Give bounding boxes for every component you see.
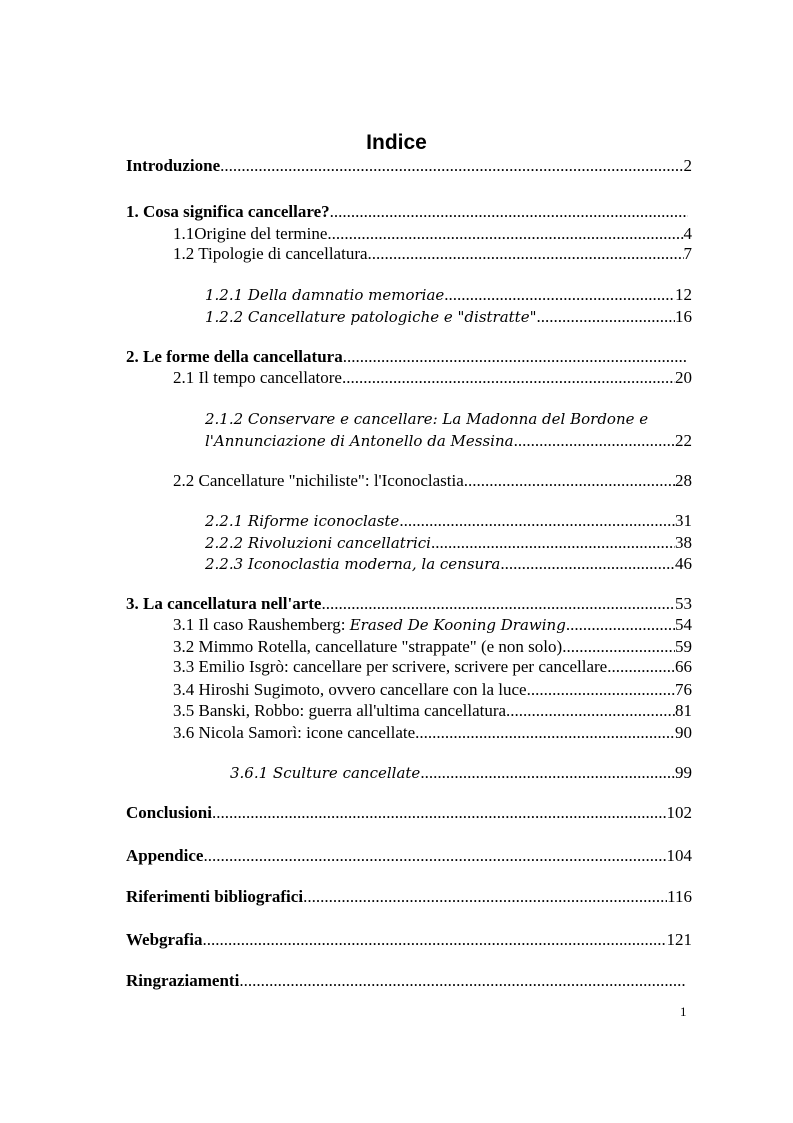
toc-leader — [303, 886, 667, 908]
toc-entry-3-5[interactable] — [173, 700, 692, 722]
toc-label: 2.2.3 Iconoclastia moderna, la censura — [205, 555, 501, 573]
page-number: 1 — [680, 1004, 687, 1019]
toc-entry-section-1[interactable] — [126, 201, 688, 223]
toc-entry-2-1-2[interactable] — [205, 430, 692, 452]
toc-page: 102 — [666, 803, 692, 822]
toc-leader — [343, 346, 688, 368]
toc-entry-2-2[interactable] — [173, 470, 692, 492]
toc-page: 59 — [675, 637, 692, 656]
toc-leader — [368, 243, 684, 265]
toc-page: 2 — [683, 156, 692, 175]
toc-entry-introduzione[interactable] — [126, 155, 692, 177]
toc-entry-2-1[interactable] — [173, 367, 692, 389]
toc-entry-conclusioni[interactable] — [126, 802, 692, 824]
toc-page: 90 — [675, 723, 692, 742]
toc-label: Introduzione — [126, 156, 221, 175]
toc-entry-2-2-3[interactable] — [205, 553, 692, 575]
toc-leader — [500, 553, 675, 575]
toc-entry-riferimenti[interactable] — [126, 886, 692, 908]
toc-label: 3.4 Hiroshi Sugimoto, ovvero cancellare con la luce — [173, 680, 527, 699]
toc-leader — [514, 430, 675, 452]
toc-entry-3-3[interactable] — [173, 656, 692, 678]
toc-page: 99 — [675, 763, 692, 782]
toc-label: l'Annunciazione di Antonello da Messina — [205, 432, 514, 450]
toc-page: 28 — [675, 471, 692, 490]
toc-entry-ringraziamenti[interactable] — [126, 970, 686, 992]
toc-entry-3-2[interactable] — [173, 636, 692, 658]
toc-page: 104 — [666, 846, 692, 865]
toc-leader — [527, 679, 675, 701]
toc-page: 31 — [675, 511, 692, 530]
toc-entry-webgrafia[interactable] — [126, 929, 692, 951]
toc-page: 7 — [683, 244, 692, 263]
toc-leader — [342, 367, 675, 389]
toc-entry-section-3[interactable] — [126, 593, 692, 615]
toc-label: Webgrafia — [126, 930, 203, 949]
toc-label: 1.2.1 Della damnatio memoriae — [205, 286, 445, 304]
toc-label: 2.2.1 Riforme iconoclaste — [205, 512, 400, 530]
toc-page: 22 — [675, 431, 692, 450]
page-title: Indice — [366, 131, 427, 154]
toc-label: 3.6 Nicola Samorì: icone cancellate — [173, 723, 416, 742]
toc-page: 46 — [675, 554, 692, 573]
toc-leader — [464, 470, 675, 492]
toc-entry-3-6-1[interactable] — [230, 762, 692, 784]
toc-label: Conclusioni — [126, 803, 212, 822]
toc-entry-3-1[interactable] — [173, 614, 692, 636]
toc-label: 2. Le forme della cancellatura — [126, 347, 343, 366]
toc-entry-section-2[interactable] — [126, 346, 688, 368]
toc-page: 66 — [675, 657, 692, 676]
toc-label: 3.1 Il caso Raushemberg: — [173, 615, 350, 634]
toc-leader — [431, 532, 675, 554]
toc-leader — [415, 722, 675, 744]
toc-leader — [566, 614, 675, 636]
toc-leader — [399, 510, 675, 532]
toc-leader — [506, 700, 675, 722]
toc-page: 76 — [675, 680, 692, 699]
toc-leader — [220, 155, 683, 177]
toc-leader — [607, 656, 675, 678]
toc-page: 16 — [675, 307, 692, 326]
toc-page: 4 — [683, 224, 692, 243]
toc-label: 1. Cosa significa cancellare? — [126, 202, 330, 221]
toc-leader — [330, 201, 688, 223]
toc-label: 2.1 Il tempo cancellatore — [173, 368, 342, 387]
toc-label: 3.3 Emilio Isgrò: cancellare per scrivere, scrivere per cancellare — [173, 657, 608, 676]
toc-page: 12 — [675, 285, 692, 304]
toc-label: 3.6.1 Sculture cancellate — [230, 764, 421, 782]
toc-label: 1.2.2 Cancellature patologiche e "distratte" — [205, 308, 537, 326]
toc-leader — [239, 970, 686, 992]
toc-page: 81 — [675, 701, 692, 720]
toc-label: 1.2 Tipologie di cancellatura — [173, 244, 368, 263]
toc-entry-1-2-1[interactable] — [205, 284, 692, 306]
toc-leader — [203, 929, 667, 951]
toc-label: Appendice — [126, 846, 204, 865]
toc-entry-1-2-2[interactable] — [205, 306, 692, 328]
toc-leader — [203, 845, 666, 867]
toc-label: 3.2 Mimmo Rotella, cancellature "strappate" (e non solo) — [173, 637, 563, 656]
toc-leader — [212, 802, 667, 824]
toc-label: 2.2.2 Rivoluzioni cancellatrici — [205, 534, 431, 552]
toc-entry-3-4[interactable] — [173, 679, 692, 701]
toc-entry-2-1-2-line1[interactable]: 2.1.2 Conservare e cancellare: La Madonna del Bordone e — [205, 410, 649, 428]
toc-leader — [562, 636, 675, 658]
toc-leader — [321, 593, 675, 615]
toc-entry-1-2[interactable] — [173, 243, 692, 265]
toc-page: 54 — [675, 615, 692, 634]
toc-entry-2-2-2[interactable] — [205, 532, 692, 554]
toc-label: Ringraziamenti — [126, 971, 240, 990]
toc-entry-2-2-1[interactable] — [205, 510, 692, 532]
toc-leader — [420, 762, 675, 784]
toc-entry-3-6[interactable] — [173, 722, 692, 744]
toc-label-artwork: Erased De Kooning Drawing — [349, 616, 566, 634]
toc-page: 116 — [667, 887, 692, 906]
toc-entry-appendice[interactable] — [126, 845, 692, 867]
toc-entry-1-1[interactable] — [173, 223, 692, 245]
toc-leader — [327, 223, 683, 245]
toc-page: 20 — [675, 368, 692, 387]
toc-label: 3.5 Banski, Robbo: guerra all'ultima cancellatura — [173, 701, 507, 720]
toc-label: 2.2 Cancellature "nichiliste": l'Iconoclastia — [173, 471, 464, 490]
toc-page: 53 — [675, 594, 692, 613]
toc-page: 121 — [666, 930, 692, 949]
toc-leader — [444, 284, 675, 306]
toc-label: Riferimenti bibliografici — [126, 887, 304, 906]
toc-label: 1.1Origine del termine — [173, 224, 328, 243]
toc-leader — [537, 306, 676, 328]
toc-label: 3. La cancellatura nell'arte — [126, 594, 322, 613]
toc-page: 38 — [675, 533, 692, 552]
